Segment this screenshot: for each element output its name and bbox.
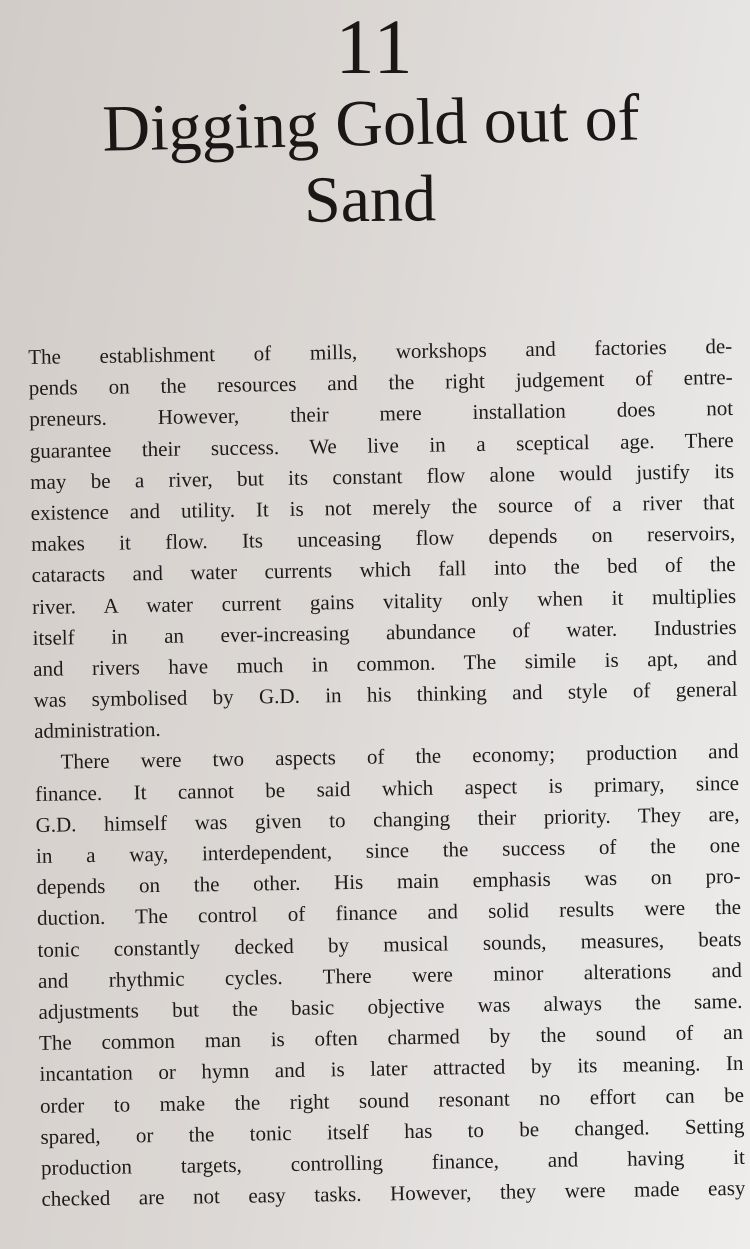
text-line: adjustments but the basic objective was always the same. [38, 988, 743, 1024]
text-line: There were two aspects of the economy; production and [60, 739, 739, 774]
chapter-number: 11 [335, 3, 415, 90]
text-line: tonic constantly decked by musical sounds, measures, beats [37, 926, 742, 962]
text-line: and rivers have much in common. The simile is apt, and [32, 645, 738, 681]
paragraph [28, 331, 738, 747]
text-line: incantation or hymn and is later attracted by its meaning. In [39, 1051, 744, 1087]
text-line: preneurs. However, their mere installation does not [29, 396, 734, 432]
chapter-title [0, 81, 750, 238]
body-text [28, 331, 746, 1215]
text-line: cataracts and water currents which fall into the bed of the [31, 552, 736, 588]
text-line: existence and utility. It is not merely the source of a river that [30, 489, 735, 525]
text-line: itself in an ever-increasing abundance of water. Industries [32, 614, 737, 650]
text-line: duction. The control of finance and solid results were the [36, 895, 742, 931]
text-line: and rhythmic cycles. There were minor alterations and [37, 957, 743, 993]
text-line: finance. It cannot be said which aspect is primary, since [34, 770, 740, 806]
text-line: The common man is often charmed by the sound of an [38, 1019, 744, 1056]
paragraph [34, 736, 745, 1215]
text-line: was symbolised by G.D. in his thinking and style of general [33, 676, 738, 713]
text-line: river. A water current gains vitality only when it multiplies [31, 583, 737, 619]
text-line: may be a river, but its constant flow alone would justify its [30, 458, 735, 494]
text-line: G.D. himself was given to changing their priority. They are, [35, 801, 740, 837]
text-line: pends on the resources and the right judgement of entre- [28, 365, 733, 401]
text-line: checked are not easy tasks. However, they were made easy [41, 1175, 746, 1211]
text-line: in a way, interdependent, since the success of the one [35, 832, 741, 868]
chapter-title-line: Sand [303, 162, 437, 237]
text-line: The establishment of mills, workshops and factories de- [28, 333, 733, 369]
text-line: spared, or the tonic itself has to be changed. Setting [40, 1113, 745, 1149]
text-line: depends on the other. His main emphasis was on pro- [36, 864, 741, 900]
chapter-title-line: Digging Gold out of [101, 81, 641, 166]
text-line: guarantee their success. We live in a sceptical age. There [29, 427, 734, 463]
text-line: production targets, controlling finance, and having it [40, 1144, 746, 1180]
text-line: makes it flow. Its unceasing flow depends on reservoirs, [30, 521, 736, 557]
text-line: administration. [33, 717, 161, 744]
text-line: order to make the right sound resonant no effort can be [39, 1082, 745, 1118]
